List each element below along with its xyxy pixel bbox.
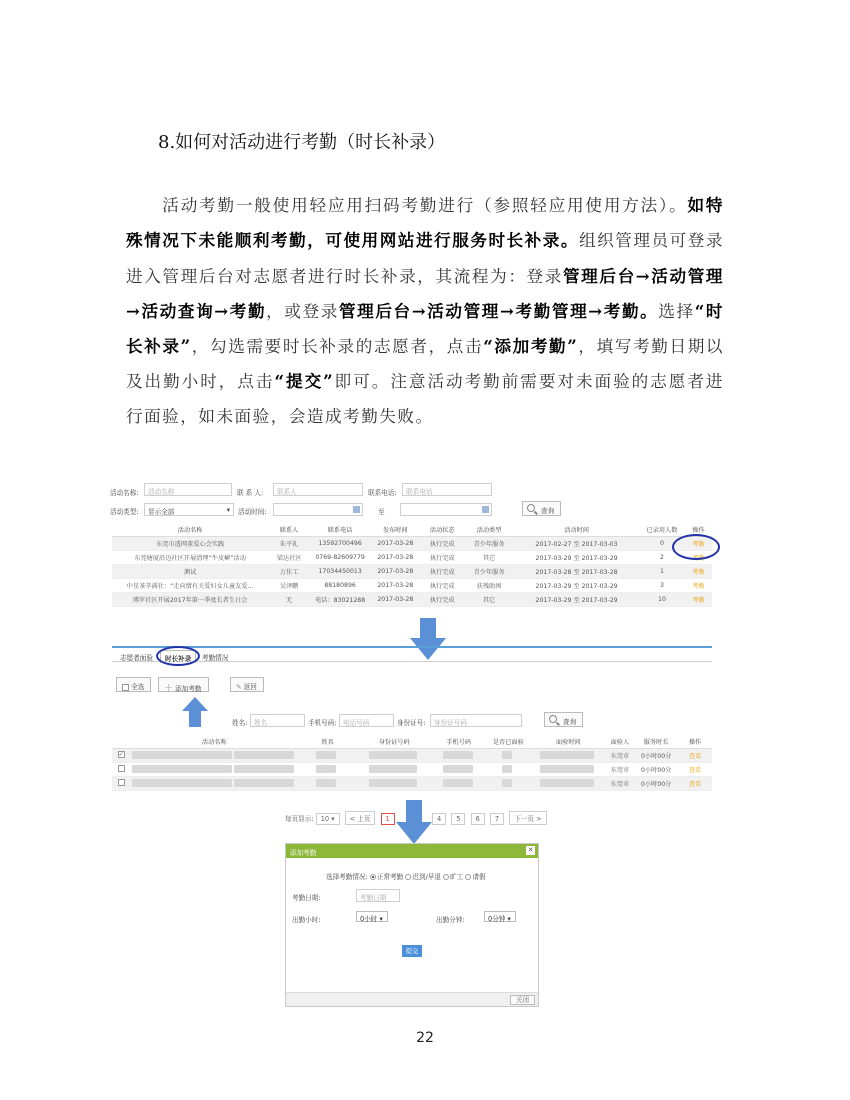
redacted-text [234, 779, 294, 787]
activity-type-label: 活动类型: [110, 508, 139, 516]
column-header: 服务时长 [634, 736, 678, 748]
table-cell: 13592700496 [310, 536, 370, 550]
section-heading: 8.如何对活动进行考勤（时长补录） [158, 132, 446, 153]
search-icon [527, 504, 535, 512]
column-header: 已录用人数 [639, 524, 685, 536]
redacted-text [443, 779, 473, 787]
table-row [112, 578, 712, 592]
table-row [112, 748, 712, 762]
radio-leave[interactable] [465, 874, 471, 880]
table-cell: 执行完成 [420, 592, 464, 606]
attendance-status-row [326, 871, 486, 881]
column-header: 联系电话 [310, 524, 370, 536]
minutes-value: 0分钟 [488, 915, 506, 923]
mobile-filter-label: 手机号码: [308, 719, 337, 727]
emphasis-text: “时长补录” [126, 300, 725, 357]
id-filter-label: 身份证号: [397, 719, 426, 727]
attendance-date-input[interactable]: 考勤日期 [356, 889, 400, 902]
paragraph-text: 活动考勤一般使用轻应用扫码考勤进行（参照轻应用使用方法）。 [162, 196, 688, 215]
paragraph-text: ，或登录 [266, 301, 339, 321]
redacted-cell [531, 776, 606, 790]
redacted-text [443, 751, 473, 759]
query-button-label: 查询 [541, 507, 555, 515]
redacted-cell [357, 748, 432, 762]
close-button[interactable]: 关闭 [510, 995, 535, 1005]
table-cell: 2017-03-28 [370, 550, 420, 564]
emphasis-text: “提交” [274, 371, 335, 392]
option-late-label: 迟到/早退 [412, 873, 441, 881]
duration-cell: 0小时00分 [634, 748, 678, 762]
table-cell: 无 [268, 592, 310, 606]
duration-cell: 0小时00分 [634, 762, 678, 776]
table-cell: 2017-03-29 至 2017-03-29 [514, 550, 639, 564]
redacted-text [316, 751, 336, 759]
redacted-text [502, 779, 512, 787]
redacted-cell [357, 762, 432, 776]
checkbox-cell [112, 762, 130, 776]
volunteer-table [112, 736, 712, 791]
tab-bar [112, 646, 712, 662]
attendance-link[interactable]: 考勤 [685, 564, 712, 578]
emphasis-text: “添加考勤” [483, 336, 579, 357]
column-header: 手机号码 [432, 736, 486, 748]
table-cell: 2017-03-28 [370, 564, 420, 578]
redacted-cell [486, 762, 532, 776]
row-checkbox[interactable] [118, 765, 125, 772]
redacted-text [540, 779, 594, 787]
dialog-title: 添加考勤 [290, 849, 317, 857]
table-cell: 青少年服务 [464, 536, 514, 550]
per-page-label: 每页显示: [285, 815, 314, 823]
activity-time-label: 活动时间: [238, 508, 267, 516]
table-cell: 青少年服务 [464, 564, 514, 578]
close-icon[interactable]: ✕ [527, 846, 534, 854]
dialog-footer [286, 992, 538, 1006]
redacted-text [502, 765, 512, 773]
start-date-input[interactable] [273, 503, 363, 516]
tab-attendance-status[interactable]: 考勤情况 [202, 654, 229, 662]
table-row [112, 536, 712, 550]
activity-type-select[interactable] [144, 503, 234, 516]
table-cell: 1 [639, 564, 685, 578]
paragraph-text: 选择 [658, 301, 695, 321]
table-row [112, 776, 712, 790]
hours-value: 0小时 [360, 915, 378, 923]
table-cell: 万佳工 [268, 564, 310, 578]
attendance-link[interactable]: 考勤 [685, 578, 712, 592]
redacted-cell [130, 776, 298, 790]
column-header: 发布时间 [370, 524, 420, 536]
plus-icon: ＋ [164, 684, 174, 694]
option-normal-label: 正常考勤 [376, 873, 404, 881]
duration-cell: 0小时00分 [634, 776, 678, 790]
redacted-text [234, 765, 294, 773]
table-cell: 执行完成 [420, 578, 464, 592]
emphasis-text: 管理后台→活动管理→考勤管理→考勤。 [338, 300, 659, 321]
table-row [112, 550, 712, 564]
emphasis-text: 管理后台→活动管理→活动查询→考勤 [126, 265, 725, 321]
paragraph-text: 即可。注意活动考勤前需要对未面验的志愿者进行面验，如未面验，会造成考勤失败。 [126, 372, 724, 426]
mobile-filter-input[interactable]: 电话号码 [339, 714, 394, 727]
contact-label: 联 系 人: [237, 489, 264, 497]
redacted-cell [357, 776, 432, 790]
table-cell: 2017-03-28 至 2017-03-28 [514, 564, 639, 578]
table-cell: 博罗社区开展2017年第一季度长者生日会 [112, 592, 268, 606]
activity-type-value: 显示全部 [148, 508, 175, 516]
table-cell: 2017-03-29 至 2017-03-29 [514, 592, 639, 606]
column-header: 活动状态 [420, 524, 464, 536]
redacted-cell [298, 762, 356, 776]
redacted-cell [432, 748, 486, 762]
organizer-cell: 东莞市 [606, 748, 635, 762]
prev-page-button[interactable]: < 上页 [345, 811, 376, 825]
radio-absent[interactable] [443, 874, 449, 880]
query-button[interactable] [544, 712, 583, 727]
redacted-text [132, 779, 232, 787]
per-page-value: 10 [320, 815, 330, 823]
column-header: 姓名 [298, 736, 356, 748]
page-button[interactable]: 5 [451, 813, 465, 825]
view-link[interactable]: 查看 [678, 748, 712, 762]
table-cell: 东莞塘厦沿边社区开展清理“牛皮癣”活动 [112, 550, 268, 564]
select-all-button[interactable] [116, 677, 151, 692]
activity-name-input[interactable]: 活动名称 [144, 483, 232, 496]
column-header: 是否已面验 [486, 736, 532, 748]
checkbox-cell [112, 776, 130, 790]
column-header: 面验时间 [531, 736, 606, 748]
name-filter-input[interactable]: 姓名 [250, 714, 305, 727]
paragraph-text: ，填写考勤日期以及出勤小时，点击 [126, 337, 725, 392]
table-cell: 2017-03-28 [370, 536, 420, 550]
page-button[interactable]: 4 [432, 813, 446, 825]
table-cell: 其它 [464, 550, 514, 564]
calendar-icon [482, 506, 489, 513]
redacted-text [316, 765, 336, 773]
table-cell: 梁达社区 [268, 550, 310, 564]
table-cell: 88180896 [310, 578, 370, 592]
redacted-text [132, 765, 232, 773]
page-button[interactable]: 6 [471, 813, 485, 825]
table-cell: 10 [639, 592, 685, 606]
table-row [112, 564, 712, 578]
attendance-link[interactable]: 考勤 [685, 536, 712, 550]
redacted-cell [531, 748, 606, 762]
table-cell: 东莞市透网董爱心会实践 [112, 536, 268, 550]
table-cell: 2 [639, 550, 685, 564]
redacted-cell [486, 748, 532, 762]
view-link[interactable]: 查看 [678, 776, 712, 790]
page-button[interactable]: 7 [490, 813, 504, 825]
next-page-button[interactable]: 下一页 > [509, 811, 546, 825]
redacted-cell [432, 762, 486, 776]
option-leave-label: 请假 [472, 873, 486, 881]
redacted-cell [130, 762, 298, 776]
table-cell: 执行完成 [420, 536, 464, 550]
page-button-current[interactable]: 1 [381, 813, 395, 825]
query-button[interactable] [522, 501, 561, 516]
column-header: 联系人 [268, 524, 310, 536]
table-cell: 执行完成 [420, 564, 464, 578]
option-absent-label: 旷工 [450, 873, 464, 881]
id-filter-input[interactable]: 身份证号码 [430, 714, 522, 727]
column-header: 操作 [685, 524, 712, 536]
column-header: 操作 [678, 736, 712, 748]
table-cell: 2017-03-28 [370, 578, 420, 592]
column-header: 活动时间 [514, 524, 639, 536]
back-label: 返回 [243, 683, 257, 691]
column-header: 面验人 [606, 736, 635, 748]
checkbox-cell [112, 748, 130, 762]
row-checkbox[interactable] [118, 779, 125, 786]
select-all-label: 全选 [131, 683, 145, 691]
column-header: 活动名称 [130, 736, 298, 748]
minutes-label: 出勤分钟: [436, 916, 465, 924]
back-button[interactable] [230, 677, 264, 692]
submit-button[interactable]: 提交 [402, 945, 422, 957]
table-cell: 2017-03-29 至 2017-03-29 [514, 578, 639, 592]
hours-label: 出勤小时: [292, 916, 321, 924]
emphasis-text: 如特殊情况下未能顺利考勤，可使用网站进行服务时长补录。 [126, 195, 725, 251]
search-icon [549, 715, 557, 723]
activity-query-screenshot [110, 478, 715, 618]
end-date-input[interactable] [400, 503, 492, 516]
checkbox-column-header [112, 736, 130, 748]
table-row [112, 762, 712, 776]
instruction-paragraph [126, 188, 724, 434]
arrow-up-icon [182, 697, 208, 727]
table-cell: 扶残助困 [464, 578, 514, 592]
add-attendance-label: 添加考勤 [175, 685, 202, 693]
highlight-circle [672, 534, 720, 560]
table-cell: 3 [639, 578, 685, 592]
arrow-down-icon [396, 800, 432, 844]
redacted-text [316, 779, 336, 787]
chevron-down-icon: ▾ [226, 506, 230, 514]
activity-name-label: 活动名称: [110, 489, 139, 497]
table-cell: 朱平礼 [268, 536, 310, 550]
table-cell: 0769-82609779 [310, 550, 370, 564]
paragraph-text: ，勾选需要时长补录的志愿者，点击 [191, 337, 484, 357]
attendance-link[interactable]: 考勤 [685, 550, 712, 564]
page-number: 22 [416, 1030, 434, 1046]
table-cell: 17034450013 [310, 564, 370, 578]
column-header: 身份证号码 [357, 736, 432, 748]
table-cell: 0 [639, 536, 685, 550]
radio-normal[interactable] [370, 874, 376, 880]
dialog-title-bar [286, 844, 538, 858]
status-label: 选择考勤情况: [326, 873, 368, 881]
minutes-select[interactable]: 0分钟 ▾ [484, 911, 516, 922]
redacted-text [132, 751, 232, 759]
hours-select[interactable]: 0小时 ▾ [356, 911, 388, 922]
organizer-cell: 东莞市 [606, 776, 635, 790]
table-cell: 执行完成 [420, 550, 464, 564]
add-attendance-dialog [285, 843, 539, 1007]
redacted-text [234, 751, 294, 759]
row-checkbox[interactable]: ✓ [118, 751, 124, 759]
redacted-text [540, 765, 594, 773]
query-button-label: 查询 [563, 718, 577, 726]
name-filter-label: 姓名: [232, 719, 248, 727]
calendar-icon [353, 506, 360, 513]
redacted-text [369, 779, 417, 787]
tab-duration-record[interactable]: 时长补录 [160, 650, 196, 663]
column-header: 活动类型 [464, 524, 514, 536]
date-label: 考勤日期: [292, 894, 321, 902]
add-attendance-button[interactable] [158, 677, 209, 692]
redacted-cell [432, 776, 486, 790]
redacted-text [369, 751, 417, 759]
to-label: 至 [378, 508, 385, 516]
per-page-select[interactable]: 10 ▾ [316, 813, 340, 825]
activity-table [112, 524, 712, 607]
highlight-circle [156, 646, 200, 666]
table-cell: 测试 [112, 564, 268, 578]
phone-input[interactable]: 联系电话 [402, 483, 492, 496]
table-cell: 中星茶萃满社：“走向情有关爱妇女儿童友爱... [112, 578, 268, 592]
paragraph-text: 组织管理员可登录进入管理后台对志愿者进行时长补录，其流程为：登录 [126, 231, 725, 286]
redacted-cell [486, 776, 532, 790]
table-cell: 其它 [464, 592, 514, 606]
redacted-cell [298, 748, 356, 762]
table-cell: 2017-03-28 [370, 592, 420, 606]
contact-input[interactable]: 联系人 [273, 483, 363, 496]
edit-icon: ✎ [236, 683, 242, 691]
redacted-text [369, 765, 417, 773]
redacted-text [540, 751, 594, 759]
table-cell: 电话：83021288 [310, 592, 370, 606]
redacted-cell [130, 748, 298, 762]
table-cell: 2017-02-27 至 2017-03-03 [514, 536, 639, 550]
redacted-text [502, 751, 512, 759]
view-link[interactable]: 查看 [678, 762, 712, 776]
table-row [112, 592, 712, 606]
redacted-text [443, 765, 473, 773]
tab-face-verify[interactable]: 志愿者面验 [120, 654, 153, 662]
phone-label: 联系电话: [368, 489, 397, 497]
attendance-link[interactable]: 考勤 [685, 592, 712, 606]
redacted-cell [531, 762, 606, 776]
checkbox-icon [122, 684, 129, 691]
redacted-cell [298, 776, 356, 790]
radio-late[interactable] [405, 874, 411, 880]
column-header: 活动名称 [112, 524, 268, 536]
organizer-cell: 东莞市 [606, 762, 635, 776]
table-cell: 吴泽鹏 [268, 578, 310, 592]
